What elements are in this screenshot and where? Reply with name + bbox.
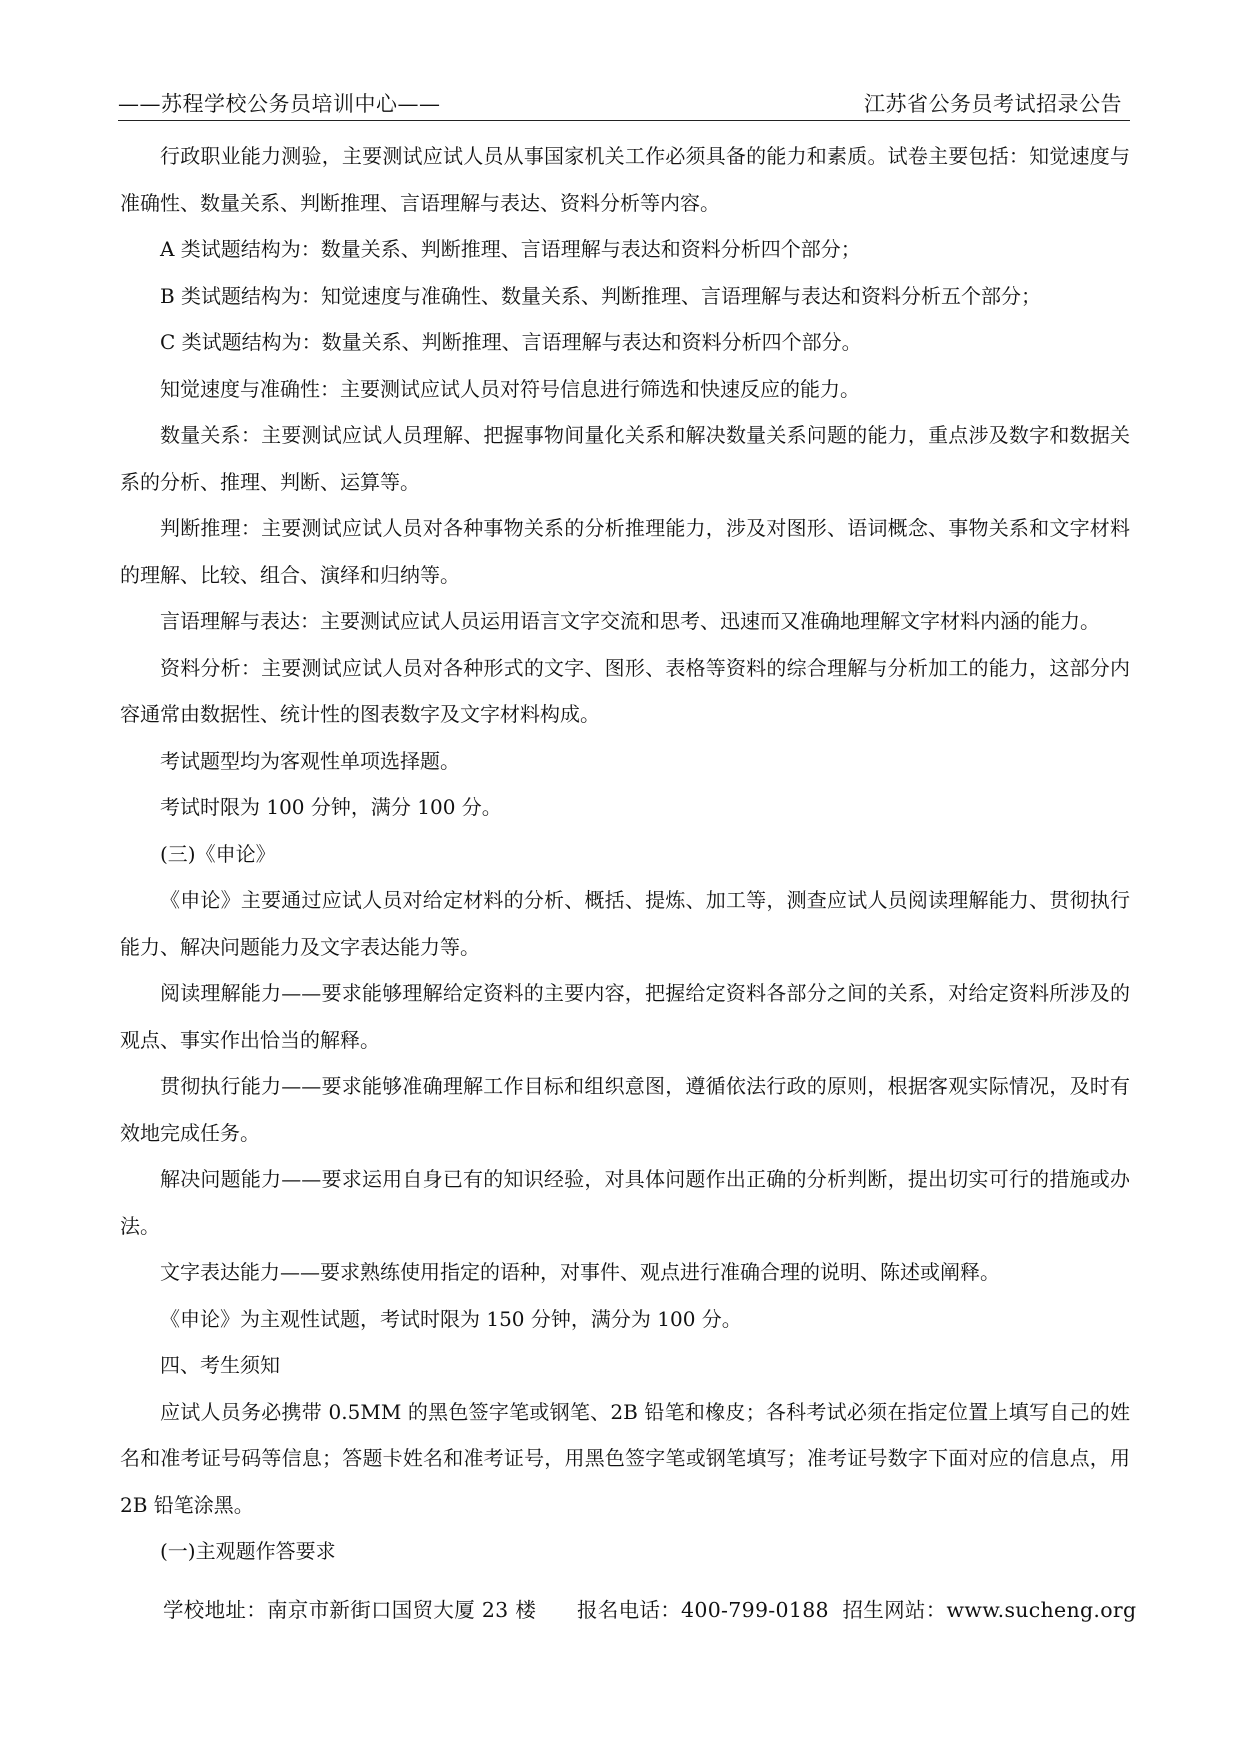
paragraph: 数量关系：主要测试应试人员理解、把握事物间量化关系和解决数量关系问题的能力，重点涉及数字和数据关系的分析、推理、判断、运算等。 [120, 423, 1130, 494]
paragraph: 言语理解与表达：主要测试应试人员运用语言文字交流和思考、迅速而又准确地理解文字材料内涵的能力。 [160, 609, 1100, 633]
paragraph: 判断推理：主要测试应试人员对各种事物关系的分析推理能力，涉及对图形、语词概念、事物关系和文字材料的理解、比较、组合、演绎和归纳等。 [120, 516, 1130, 587]
paragraph: 考试时限为 100 分钟，满分 100 分。 [160, 795, 502, 819]
paragraph: 知觉速度与准确性：主要测试应试人员对符号信息进行筛选和快速反应的能力。 [160, 376, 860, 401]
paragraph: 文字表达能力——要求熟练使用指定的语种，对事件、观点进行准确合理的说明、陈述或阐释。 [160, 1260, 1000, 1284]
paragraph: 《申论》主要通过应试人员对给定材料的分析、概括、提炼、加工等，测查应试人员阅读理解能力、贯彻执行能力、解决问题能力及文字表达能力等。 [120, 888, 1130, 959]
paragraph: 《申论》为主观性试题，考试时限为 150 分钟，满分为 100 分。 [160, 1306, 742, 1331]
header-document-title: 江苏省公务员考试招录公告 [864, 92, 1122, 116]
paragraph: B 类试题结构为：知觉速度与准确性、数量关系、判断推理、言语理解与表达和资料分析五个部分； [160, 283, 1042, 308]
paragraph: 贯彻执行能力——要求能够准确理解工作目标和组织意图，遵循依法行政的原则，根据客观实际情况，及时有效地完成任务。 [120, 1074, 1130, 1145]
paragraph: C 类试题结构为：数量关系、判断推理、言语理解与表达和资料分析四个部分。 [160, 330, 862, 354]
paragraph: 行政职业能力测验，主要测试应试人员从事国家机关工作必须具备的能力和素质。试卷主要包括：知觉速度与准确性、数量关系、判断推理、言语理解与表达、资料分析等内容。 [120, 144, 1130, 215]
paragraph: 解决问题能力——要求运用自身已有的知识经验，对具体问题作出正确的分析判断，提出切实可行的措施或办法。 [120, 1167, 1130, 1238]
page-footer: 学校地址：南京市新街口国贸大厦 23 楼 报名电话：400-799-0188 招生网站：www.sucheng.org [163, 1598, 1137, 1622]
section-heading: 四、考生须知 [160, 1353, 280, 1377]
document-body [120, 133, 1130, 1575]
paragraph: A 类试题结构为：数量关系、判断推理、言语理解与表达和资料分析四个部分； [160, 237, 861, 261]
header-school-name: ——苏程学校公务员培训中心—— [118, 92, 441, 116]
paragraph: 阅读理解能力——要求能够理解给定资料的主要内容，把握给定资料各部分之间的关系，对给定资料所涉及的观点、事实作出恰当的解释。 [120, 981, 1130, 1052]
page-header [118, 86, 1130, 121]
paragraph: 考试题型均为客观性单项选择题。 [160, 748, 460, 773]
section-heading: (一)主观题作答要求 [160, 1539, 336, 1563]
paragraph: 应试人员务必携带 0.5MM 的黑色签字笔或钢笔、2B 铅笔和橡皮；各科考试必须在指定位置上填写自己的姓名和准考证号码等信息；答题卡姓名和准考证号，用黑色签字笔或钢笔填写；准考证号数字下面对应的信息点，用 2B 铅笔涂黑。 [120, 1399, 1130, 1517]
paragraph: 资料分析：主要测试应试人员对各种形式的文字、图形、表格等资料的综合理解与分析加工的能力，这部分内容通常由数据性、统计性的图表数字及文字材料构成。 [120, 655, 1130, 726]
section-heading: (三)《申论》 [160, 841, 276, 866]
